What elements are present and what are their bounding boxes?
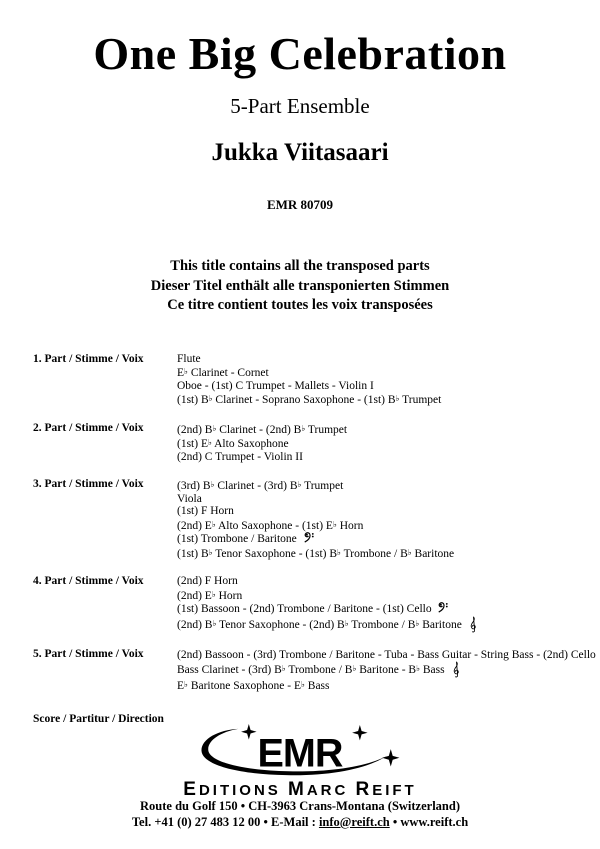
flat-sign: ♭ — [301, 679, 305, 690]
publisher-name-word: REIFT — [355, 779, 417, 800]
treble-clef-icon — [452, 661, 460, 678]
part-row — [33, 647, 599, 693]
flat-sign: ♭ — [207, 437, 212, 448]
instrument-line: Oboe - (1st) C Trumpet - Mallets - Violin I — [177, 379, 374, 392]
flat-sign: ♭ — [208, 546, 213, 557]
flat-sign: ♭ — [281, 663, 286, 674]
instrument-line: E♭ Baritone Saxophone - E♭ Bass — [177, 679, 330, 693]
star-icon — [382, 749, 399, 766]
instrument-line: Flute — [177, 352, 201, 365]
part-label: 1. Part / Stimme / Voix — [33, 352, 144, 365]
emr-logo — [193, 724, 407, 780]
flat-sign: ♭ — [415, 617, 420, 628]
part-label: 3. Part / Stimme / Voix — [33, 478, 144, 491]
bass-clef-icon — [438, 602, 449, 613]
catalog-number: EMR 80709 — [266, 197, 334, 213]
flat-sign: ♭ — [416, 663, 421, 674]
star-icon — [241, 724, 256, 739]
instrument-line: (2nd) B♭ Tenor Saxophone - (2nd) B♭ Trombone / B♭ Baritone — [177, 616, 590, 633]
flat-sign: ♭ — [344, 617, 349, 628]
flat-sign: ♭ — [337, 546, 341, 557]
publisher-name — [0, 781, 600, 799]
flat-sign: ♭ — [332, 518, 337, 529]
score-label: Score / Partitur / Direction — [33, 712, 164, 725]
instrument-line: (3rd) B♭ Clarinet - (3rd) B♭ Trumpet — [177, 479, 344, 493]
notice-line-french: Ce titre contient toutes les voix transposées — [167, 297, 433, 314]
tel-text: Tel. +41 (0) 27 483 12 00 • E-Mail : — [131, 814, 319, 829]
parts-list — [33, 352, 599, 693]
instrument-line: (2nd) C Trumpet - Violin II — [177, 450, 303, 463]
website-text: • www.reift.ch — [389, 814, 469, 829]
transposed-parts-notice — [0, 257, 600, 316]
bass-clef-icon — [304, 532, 315, 543]
flat-sign: ♭ — [212, 422, 217, 433]
part-instrument-lines — [177, 575, 590, 633]
part-row — [33, 478, 590, 560]
instrument-line: (1st) Trombone / Baritone — [177, 532, 590, 546]
part-instrument-lines — [177, 648, 600, 693]
flat-sign: ♭ — [208, 393, 213, 404]
instrument-line: (1st) E♭ Alto Saxophone — [177, 437, 289, 451]
flat-sign: ♭ — [184, 366, 188, 377]
email-link[interactable]: info@reift.ch — [318, 814, 390, 829]
ensemble-subtitle: 5-Part Ensemble — [230, 94, 370, 119]
part-instrument-lines — [177, 422, 590, 463]
part-label: 4. Part / Stimme / Voix — [33, 575, 144, 588]
publisher-footer — [0, 724, 600, 830]
part-row — [33, 422, 590, 463]
flat-sign: ♭ — [352, 663, 357, 674]
composer-name: Jukka Viitasaari — [211, 139, 389, 167]
instrument-line: (1st) F Horn — [177, 505, 234, 518]
publisher-name-word: MARC — [287, 779, 349, 800]
flat-sign: ♭ — [211, 518, 216, 529]
instrument-line: Bass Clarinet - (3rd) B♭ Trombone / B♭ Baritone - B♭ Bass — [177, 661, 600, 678]
treble-clef-icon — [469, 616, 477, 633]
flat-sign: ♭ — [210, 479, 215, 490]
notice-line-german: Dieser Titel enthält alle transponierten Stimmen — [150, 277, 450, 294]
instrument-line: (1st) Bassoon - (2nd) Trombone / Baritone - (1st) Cello — [177, 602, 590, 616]
part-row — [33, 575, 590, 633]
publisher-address: Route du Golf 150 • CH-3963 Crans-Montana (Switzerland) — [140, 799, 460, 813]
instrument-line: E♭ Clarinet - Cornet — [177, 366, 269, 380]
publisher-contact — [0, 815, 600, 831]
instrument-line: (2nd) B♭ Clarinet - (2nd) B♭ Trumpet — [177, 422, 348, 436]
instrument-line: (2nd) Bassoon - (3rd) Trombone / Baritone - Tuba - Bass Guitar - String Bass - (2nd) Cello — [177, 648, 599, 661]
notice-line-english: This title contains all the transposed parts — [170, 258, 430, 275]
flat-sign: ♭ — [211, 588, 216, 599]
part-instrument-lines — [177, 478, 590, 560]
instrument-line: (2nd) E♭ Alto Saxophone - (1st) E♭ Horn — [177, 518, 364, 532]
part-instrument-lines — [177, 353, 590, 407]
part-row — [33, 353, 590, 407]
page-title: One Big Celebration — [93, 28, 507, 79]
part-label: 5. Part / Stimme / Voix — [33, 647, 144, 660]
instrument-line: Viola — [177, 492, 202, 505]
instrument-line: (2nd) E♭ Horn — [177, 588, 243, 602]
instrument-line: (1st) B♭ Clarinet - Soprano Saxophone - (1st) B♭ Trumpet — [177, 393, 442, 407]
flat-sign: ♭ — [407, 546, 412, 557]
flat-sign: ♭ — [301, 422, 306, 433]
star-icon — [352, 725, 367, 740]
flat-sign: ♭ — [184, 679, 188, 690]
instrument-line: (2nd) F Horn — [177, 575, 238, 588]
part-label: 2. Part / Stimme / Voix — [33, 421, 144, 434]
logo-text: EMR — [257, 731, 343, 776]
flat-sign: ♭ — [395, 393, 400, 404]
flat-sign: ♭ — [212, 617, 217, 628]
instrument-line: (1st) B♭ Tenor Saxophone - (1st) B♭ Trombone / B♭ Baritone — [177, 546, 455, 560]
publisher-name-word: EDITIONS — [183, 779, 281, 800]
flat-sign: ♭ — [297, 479, 302, 490]
